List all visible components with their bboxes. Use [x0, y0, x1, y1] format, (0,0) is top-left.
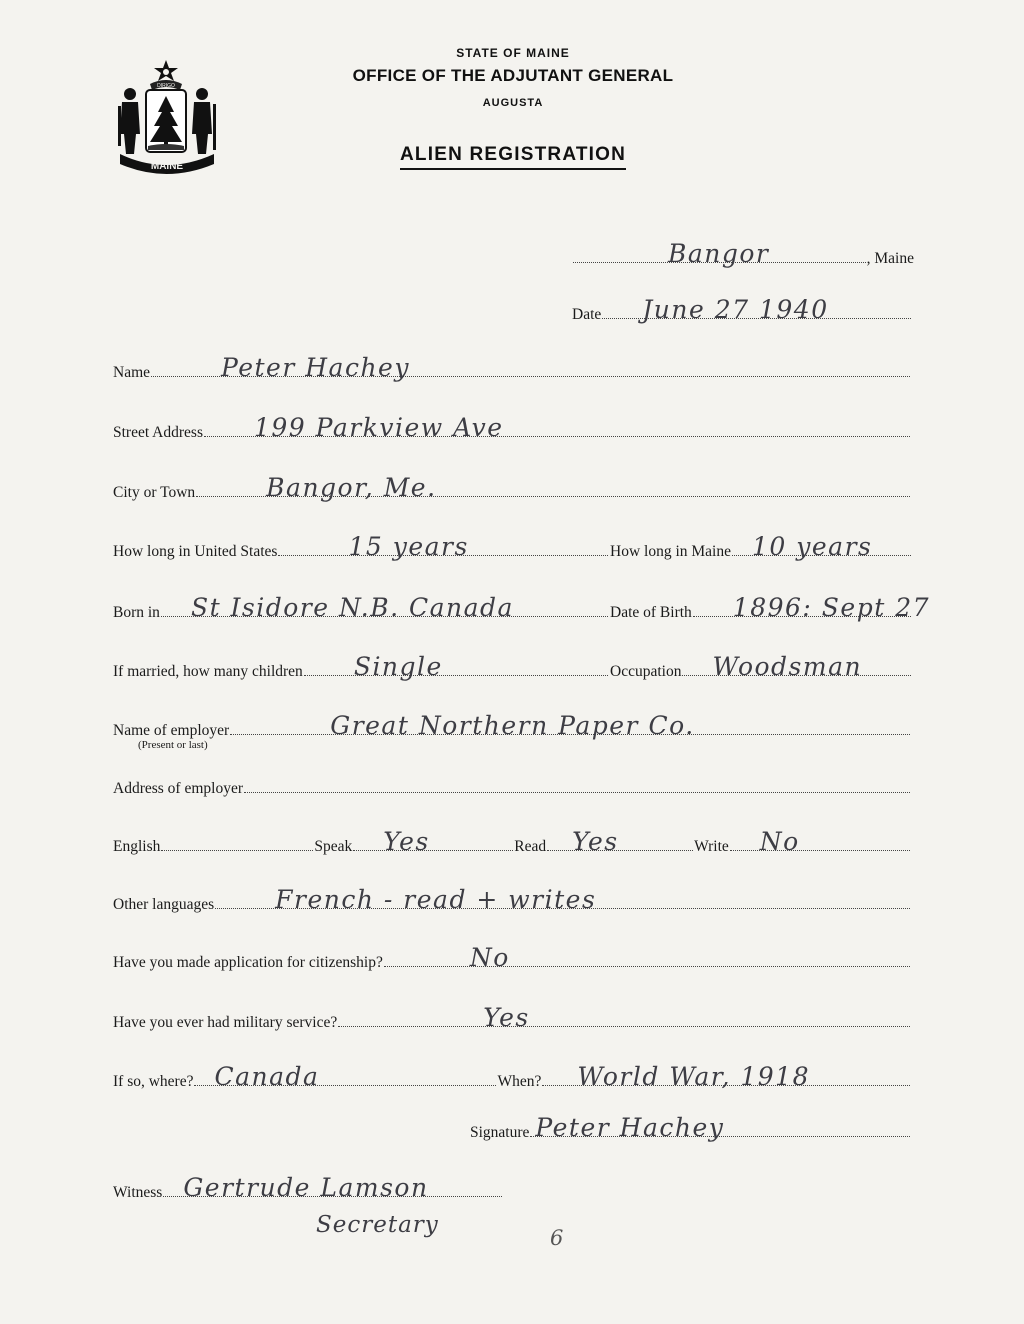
- speak-value: Yes: [383, 827, 430, 856]
- name-row: [113, 353, 911, 382]
- name-label: Name: [113, 364, 151, 381]
- occupation-label: Occupation: [610, 663, 682, 680]
- citizenship-row: [113, 943, 911, 972]
- how-long-maine-label: How long in Maine: [610, 543, 731, 560]
- street-value: 199 Parkview Ave: [253, 413, 504, 442]
- seal-motto: DIRIGO: [157, 83, 175, 89]
- date-label: Date: [572, 306, 602, 323]
- form-title: ALIEN REGISTRATION: [340, 144, 686, 166]
- employer-label: Name of employer: [113, 722, 230, 739]
- street-label: Street Address: [113, 424, 203, 441]
- date-row: [572, 295, 912, 324]
- street-row: [113, 413, 911, 442]
- children-label: If married, how many children: [113, 663, 303, 680]
- employer-row: [113, 711, 911, 740]
- state-seal-icon: [110, 54, 230, 184]
- other-languages-row: [113, 885, 911, 914]
- place-value: Bangor: [668, 239, 770, 268]
- name-value: Peter Hachey: [221, 353, 410, 382]
- employer-address-label: Address of employer: [113, 780, 243, 797]
- read-value: Yes: [572, 827, 619, 856]
- witness-title: Secretary: [316, 1212, 439, 1238]
- header-office: OFFICE OF THE ADJUTANT GENERAL: [352, 66, 674, 85]
- date-value: June 27 1940: [642, 295, 829, 324]
- seal-label: MAINE: [150, 161, 184, 172]
- occupation-row: [610, 652, 912, 681]
- other-languages-label: Other languages: [113, 896, 215, 913]
- when-value: World War, 1918: [577, 1062, 810, 1091]
- city-value: Bangor, Me.: [266, 473, 437, 502]
- birth-date-row: [610, 593, 931, 622]
- where-value: Canada: [214, 1062, 320, 1091]
- how-long-maine-value: 10 years: [751, 532, 873, 561]
- children-value: Single: [353, 652, 443, 681]
- military-label: Have you ever had military service?: [113, 1014, 338, 1031]
- other-languages-value: French - read + writes: [275, 885, 597, 914]
- signature-row: [470, 1113, 911, 1142]
- occupation-value: Woodsman: [712, 652, 863, 681]
- born-in-label: Born in: [113, 604, 160, 621]
- witness-value: Gertrude Lamson: [183, 1173, 429, 1202]
- employer-note: (Present or last): [138, 739, 208, 751]
- write-value: No: [759, 827, 800, 856]
- witness-label: Witness: [113, 1184, 163, 1201]
- how-long-us-row: [113, 532, 609, 561]
- where-label: If so, where?: [113, 1073, 194, 1090]
- how-long-maine-row: [610, 532, 912, 561]
- speak-label: Speak: [314, 838, 353, 855]
- place-row: [572, 239, 914, 268]
- military-value: Yes: [483, 1003, 530, 1032]
- how-long-us-value: 15 years: [348, 532, 469, 561]
- when-label: When?: [497, 1073, 542, 1090]
- citizenship-value: No: [469, 943, 510, 972]
- employer-address-row: [113, 772, 911, 798]
- employer-value: Great Northern Paper Co.: [330, 711, 695, 740]
- birth-date-label: Date of Birth: [610, 604, 692, 621]
- how-long-us-label: How long in United States: [113, 543, 278, 560]
- page-mark: 6: [550, 1226, 564, 1250]
- city-label: City or Town: [113, 484, 196, 501]
- witness-row: [113, 1173, 503, 1202]
- birth-date-value: 1896: Sept 27: [732, 593, 931, 622]
- header-state: STATE OF MAINE: [456, 46, 570, 60]
- write-label: Write: [694, 838, 729, 855]
- citizenship-label: Have you made application for citizenship?: [113, 954, 383, 971]
- english-label: English: [113, 838, 161, 855]
- military-row: [113, 1003, 911, 1032]
- header-city: AUGUSTA: [482, 97, 544, 109]
- english-row: [113, 827, 911, 856]
- read-label: Read: [514, 838, 547, 855]
- born-in-row: [113, 593, 609, 622]
- maine-label: , Maine: [866, 250, 914, 267]
- where-row: [113, 1062, 911, 1091]
- born-in-value: St Isidore N.B. Canada: [190, 593, 514, 622]
- city-row: [113, 473, 911, 502]
- children-row: [113, 652, 609, 681]
- signature-label: Signature: [470, 1124, 530, 1141]
- signature-value: Peter Hachey: [535, 1113, 725, 1142]
